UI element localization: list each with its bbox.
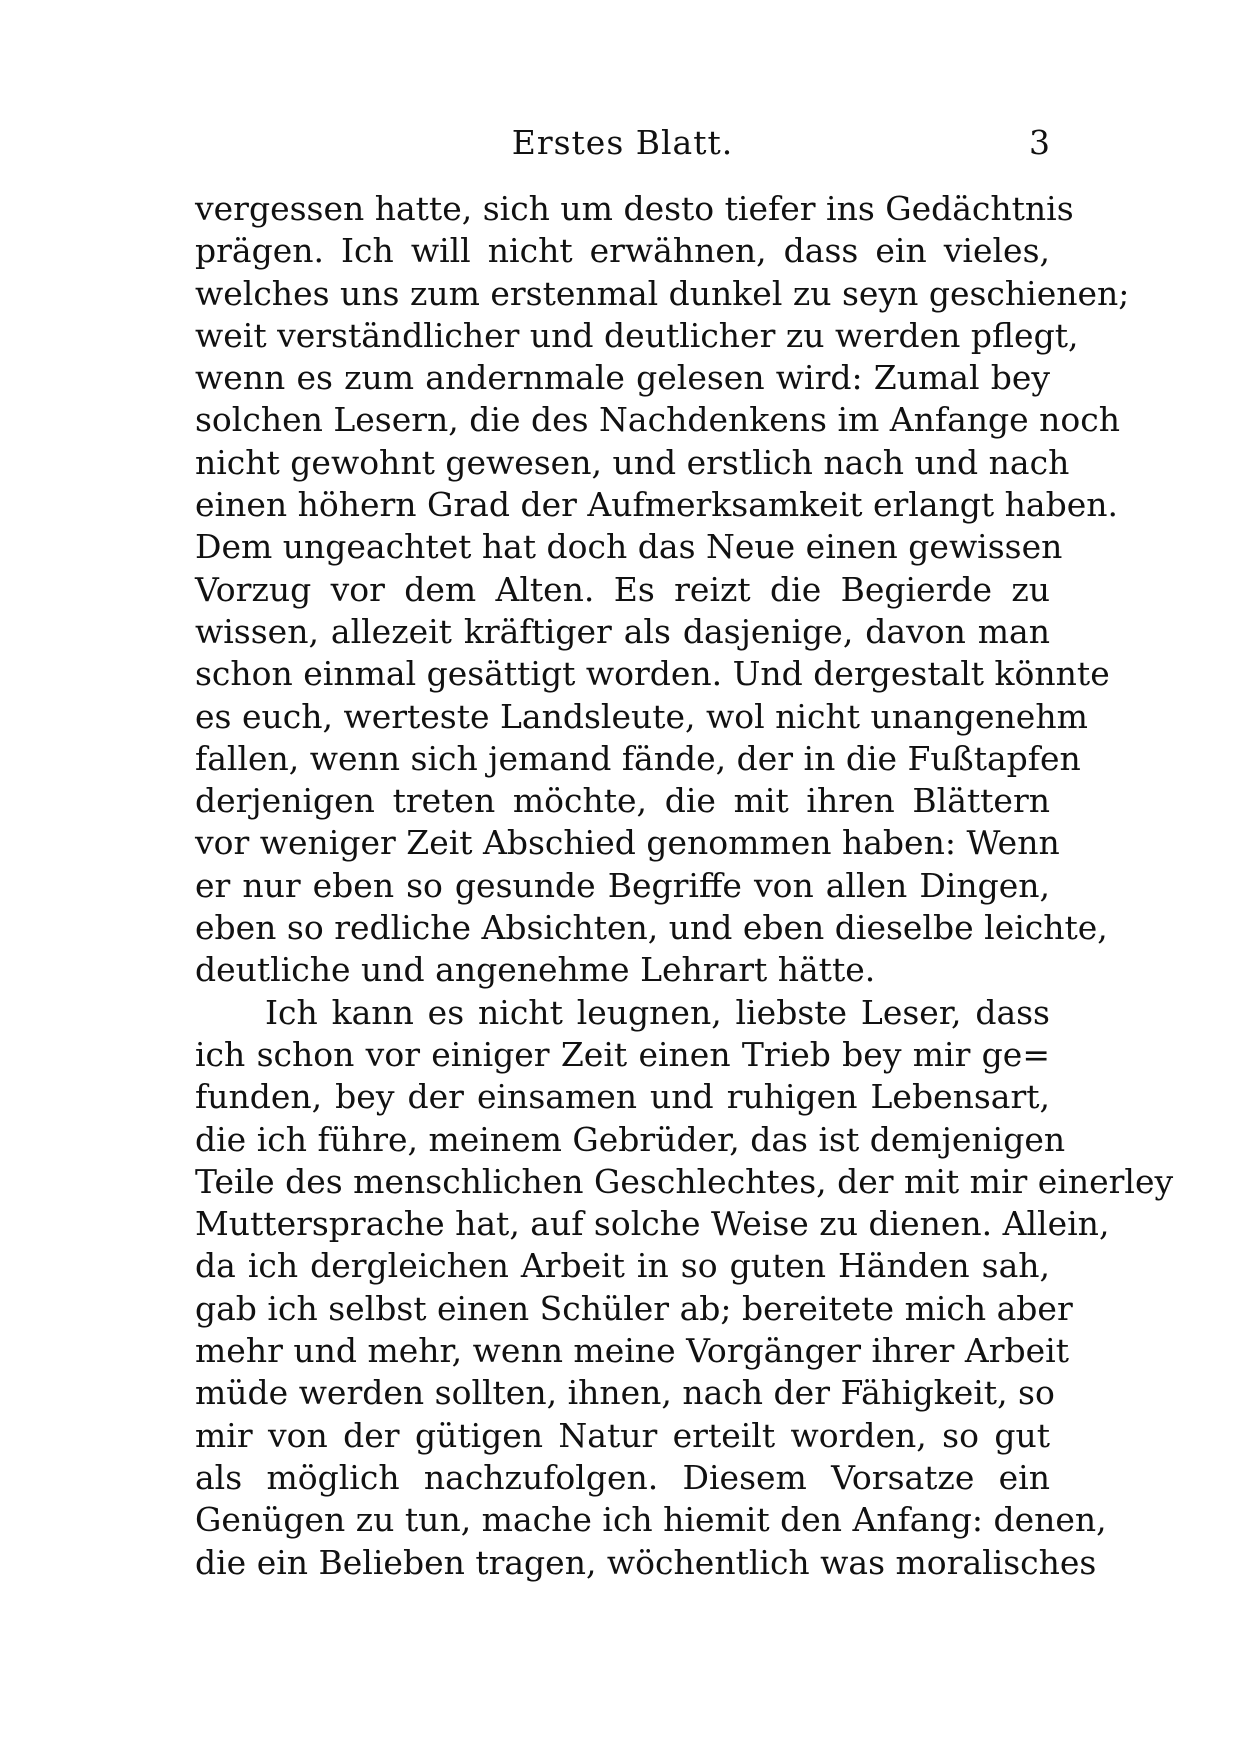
text-line: solchen Lesern, die des Nachdenkens im Anfange noch — [195, 400, 1121, 440]
body-text — [195, 188, 1174, 1584]
text-line: mehr und mehr, wenn meine Vorgänger ihrer Arbeit — [195, 1331, 1069, 1371]
header-title: Erstes Blatt. — [511, 123, 734, 162]
text-line: schon einmal gesättigt worden. Und dergestalt könnte — [195, 654, 1110, 694]
text-line: deutliche und angenehme Lehrart hätte. — [195, 950, 876, 990]
text-line: vor weniger Zeit Abschied genommen haben: Wenn — [195, 823, 1060, 863]
text-line: vergessen hatte, sich um desto tiefer ins Gedächtnis — [195, 189, 1074, 228]
text-line: Ich kann es nicht leugnen, liebste Leser, dass — [265, 992, 1050, 1032]
text-line: er nur eben so gesunde Begriffe von allen Dingen, — [195, 865, 1050, 905]
text-line: Dem ungeachtet hat doch das Neue einen gewissen — [195, 527, 1063, 567]
text-line: nicht gewohnt gewesen, und erstlich nach und nach — [195, 442, 1070, 482]
text-line: eben so redliche Absichten, und eben dieselbe leichte, — [195, 908, 1108, 948]
text-line: Teile des menschlichen Geschlechtes, der mit mir einerley — [195, 1161, 1174, 1201]
text-line: einen höhern Grad der Aufmerksamkeit erlangt haben. — [195, 485, 1118, 525]
text-line: wenn es zum andernmale gelesen wird: Zumal bey — [195, 358, 1050, 398]
text-line: ich schon vor einiger Zeit einen Trieb bey mir ge= — [195, 1034, 1050, 1074]
paragraph-2 — [195, 992, 1174, 1584]
text-line: welches uns zum erstenmal dunkel zu seyn geschienen; — [195, 273, 1130, 313]
text-line: fallen, wenn sich jemand fände, der in die Fußtapfen — [195, 738, 1081, 778]
text-line: funden, bey der einsamen und ruhigen Lebensart, — [195, 1077, 1050, 1117]
text-line: es euch, werteste Landsleute, wol nicht unangenehm — [195, 696, 1088, 736]
text-line: derjenigen treten möchte, die mit ihren Blättern — [195, 781, 1050, 821]
text-line: Muttersprache hat, auf solche Weise zu dienen. Allein, — [195, 1204, 1110, 1244]
text-line: da ich dergleichen Arbeit in so guten Händen sah, — [195, 1246, 1050, 1286]
text-line: als möglich nachzufolgen. Diesem Vorsatze ein — [195, 1457, 1050, 1497]
page-number: 3 — [1029, 123, 1050, 162]
text-line: weit verständlicher und deutlicher zu werden pflegt, — [195, 315, 1079, 355]
text-line: gab ich selbst einen Schüler ab; bereitete mich aber — [195, 1288, 1073, 1328]
running-header — [195, 118, 1050, 168]
text-line: prägen. Ich will nicht erwähnen, dass ein vieles, — [195, 231, 1050, 271]
text-line: mir von der gütigen Natur erteilt worden, so gut — [195, 1415, 1050, 1455]
text-line: die ich führe, meinem Gebrüder, das ist demjenigen — [195, 1119, 1066, 1159]
text-line: Vorzug vor dem Alten. Es reizt die Begierde zu — [195, 569, 1050, 609]
text-line: Genügen zu tun, mache ich hiemit den Anfang: denen, — [195, 1500, 1107, 1540]
paragraph-1 — [195, 188, 1130, 992]
text-line: die ein Belieben tragen, wöchentlich was moralisches — [195, 1542, 1097, 1582]
text-line: müde werden sollten, ihnen, nach der Fähigkeit, so — [195, 1373, 1055, 1413]
text-line: wissen, allezeit kräftiger als dasjenige, davon man — [195, 611, 1050, 651]
